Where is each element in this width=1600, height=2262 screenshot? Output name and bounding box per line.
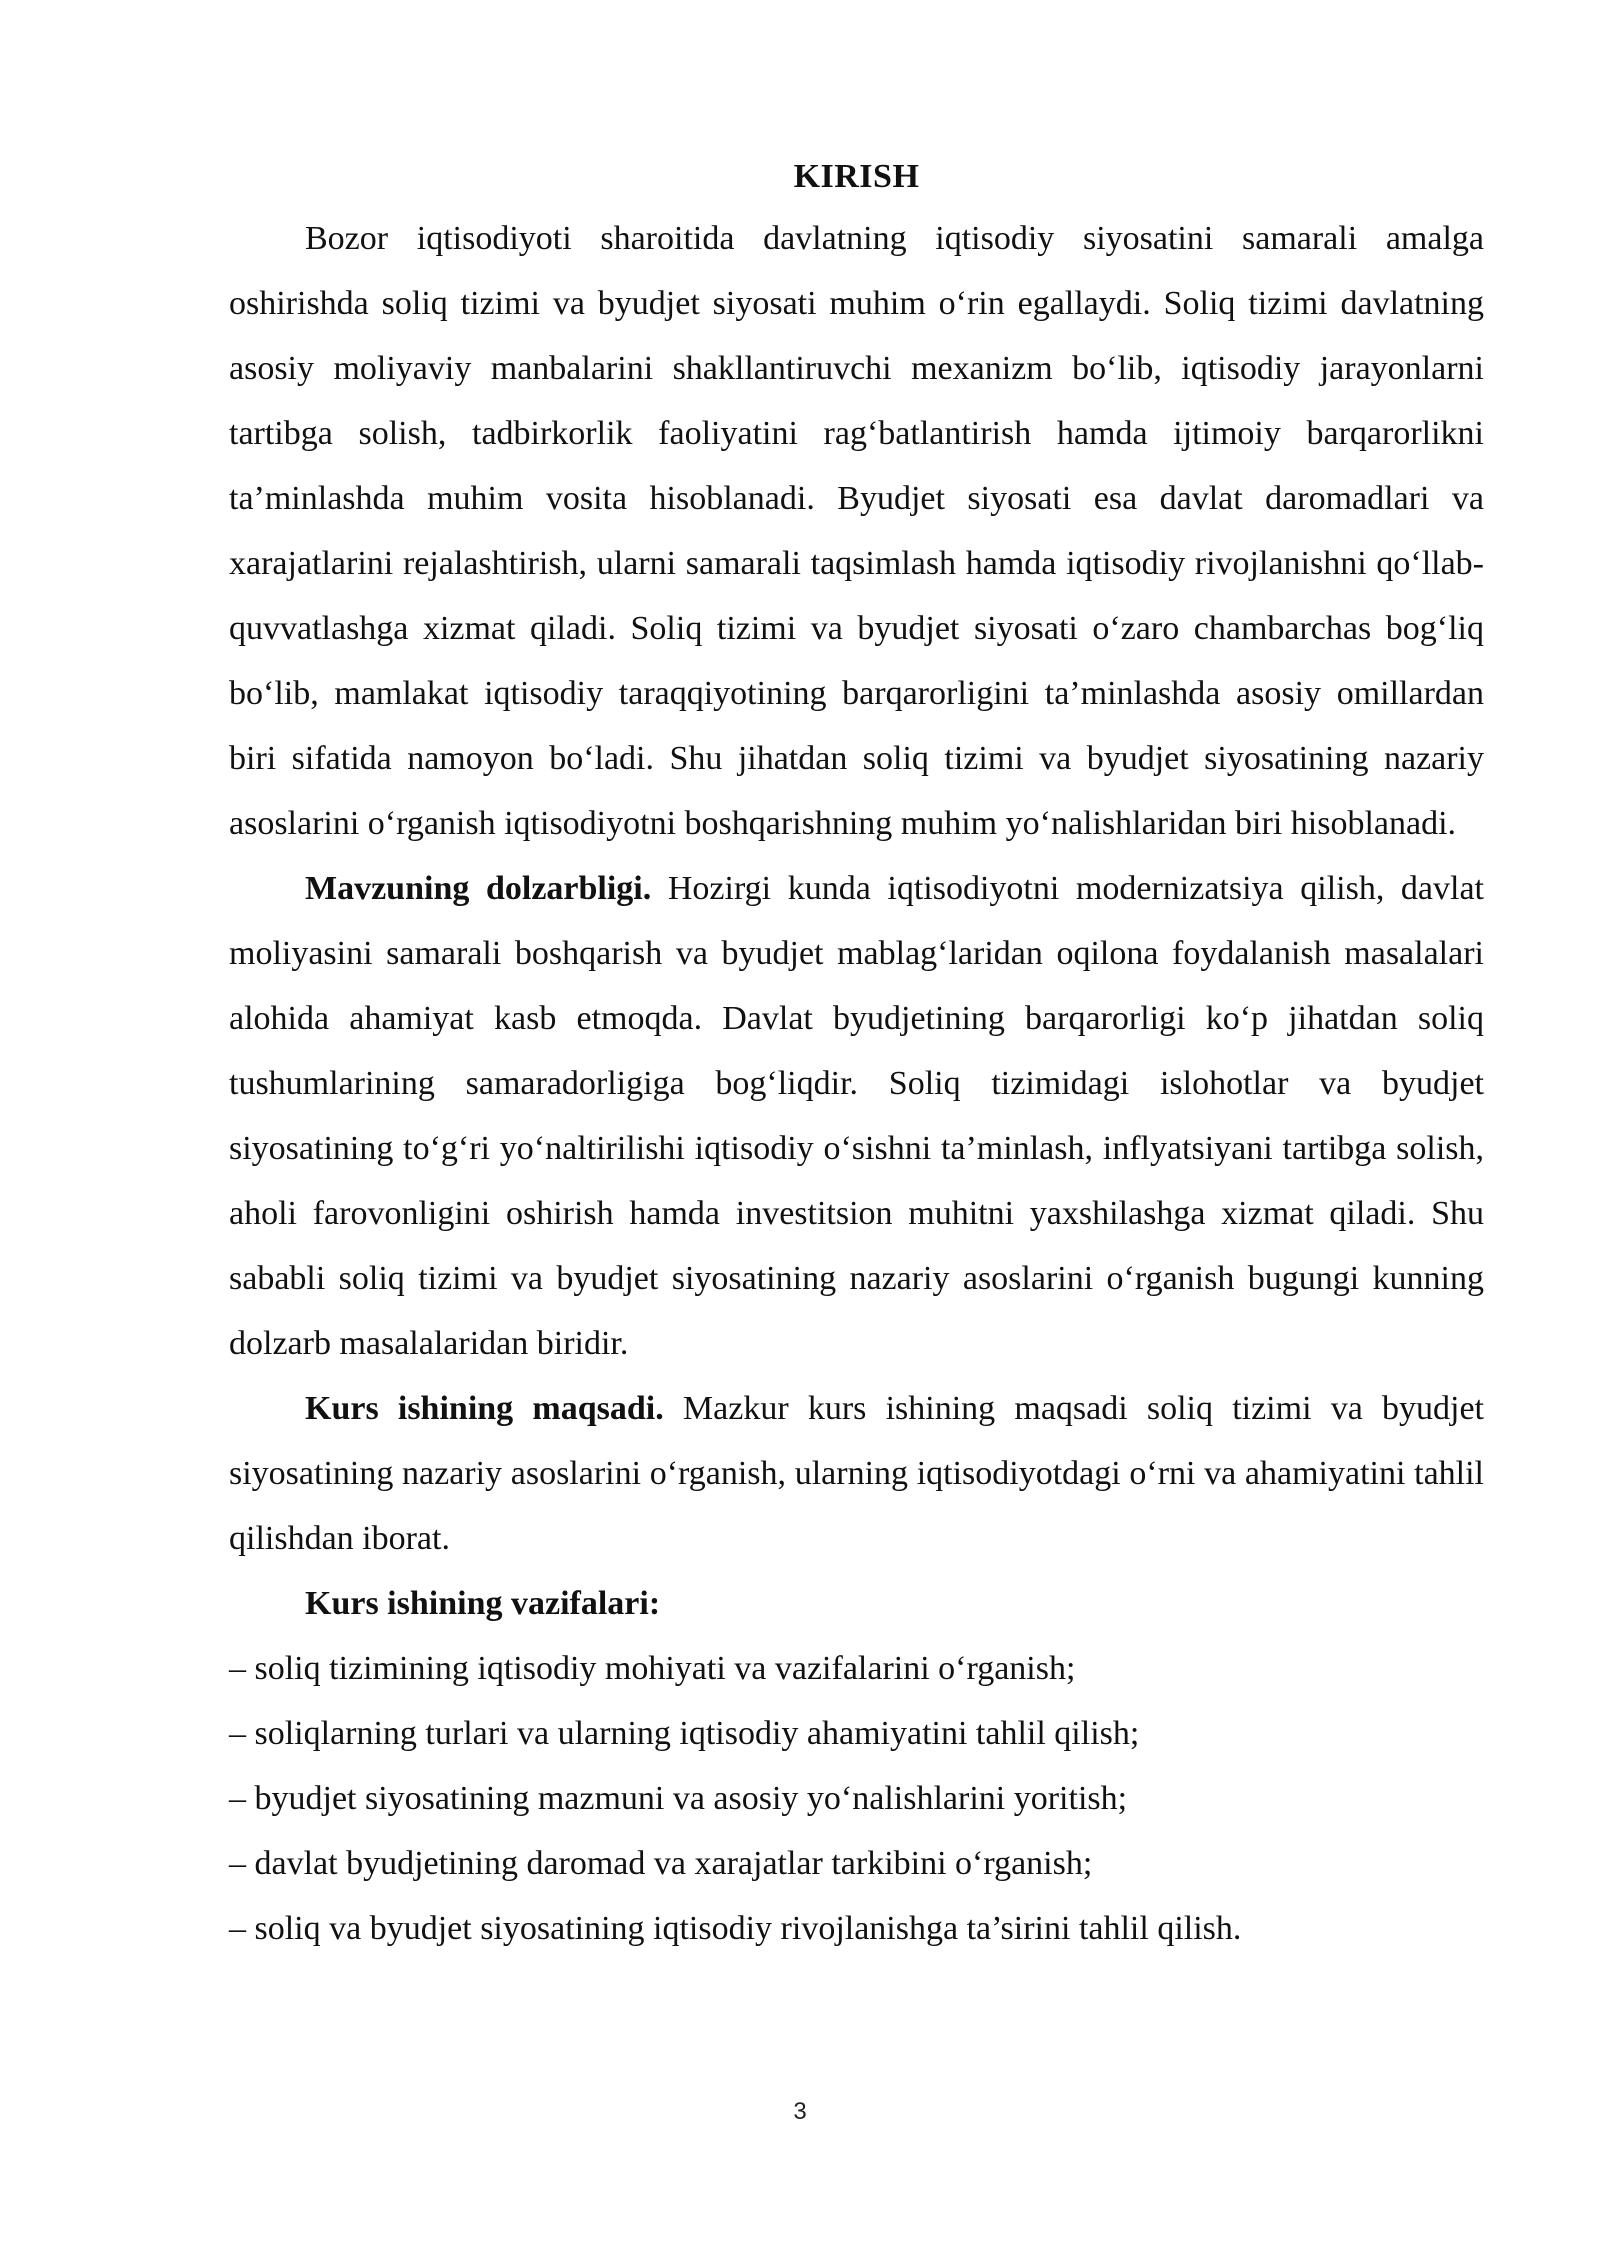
page-content xyxy=(229,148,1484,1961)
section-heading: KIRISH xyxy=(793,158,920,195)
list-item: – soliqlarning turlari va ularning iqtisodiy ahamiyatini tahlil qilish; xyxy=(229,1715,1140,1752)
relevance-lead: Mavzuning dolzarbligi. xyxy=(305,870,652,907)
paragraph-text: Hozirgi kunda iqtisodiyotni modernizatsiya qilish, davlat moliyasini samarali boshqarish va byudjet mablag‘laridan oqilona foydalanish masalalari alohida ahamiyat kasb etmoqda. Davlat byudjetining barqarorligi ko‘p jihatdan soliq tushumlarining samaradorligiga bog‘liqdir. Soliq tizimidagi islohotlar va byudjet siyosatining to‘g‘ri yo‘naltirilishi iqtisodiy o‘sishni ta’minlash, inflyatsiyani tartibga solish, aholi farovonligini oshirish hamda investitsion muhitni yaxshilashga xizmat qiladi. Shu sababli soliq tizimi va byudjet siyosatining nazariy asoslarini o‘rganish bugungi kunning dolzarb masalalaridan biridir. xyxy=(229,870,1484,1362)
intro-paragraph xyxy=(229,206,1484,856)
relevance-paragraph xyxy=(229,856,1484,1376)
page-number: 3 xyxy=(793,2098,807,2125)
list-item: – davlat byudjetining daromad va xarajatlar tarkibini o‘rganish; xyxy=(229,1845,1093,1882)
goal-lead: Kurs ishining maqsadi. xyxy=(305,1390,664,1427)
paragraph-text: Mazkur kurs ishining maqsadi soliq tizimi va byudjet siyosatining nazariy asoslarini o‘rganish, ularning iqtisodiyotdagi o‘rni va ahamiyatini tahlil qilishdan iborat. xyxy=(229,1390,1485,1557)
list-item: – byudjet siyosatining mazmuni va asosiy yo‘nalishlarini yoritish; xyxy=(229,1780,1128,1817)
list-item: – soliq tizimining iqtisodiy mohiyati va vazifalarini o‘rganish; xyxy=(229,1650,1076,1687)
goal-paragraph xyxy=(229,1376,1484,1571)
tasks-title: Kurs ishining vazifalari: xyxy=(305,1585,661,1622)
tasks-list xyxy=(229,1636,1484,1961)
paragraph-text: Bozor iqtisodiyoti sharoitida davlatning iqtisodiy siyosatini samarali amalga oshirishda soliq tizimi va byudjet siyosati muhim o‘rin egallaydi. Soliq tizimi davlatning asosiy moliyaviy manbalarini shakllantiruvchi mexanizm bo‘lib, iqtisodiy jarayonlarni tartibga solish, tadbirkorlik faoliyatini rag‘batlantirish hamda ijtimoiy barqarorlikni ta’minlashda muhim vosita hisoblanadi. Byudjet siyosati esa davlat daromadlari va xarajatlarini rejalashtirish, ularni samarali taqsimlash hamda iqtisodiy rivojlanishni qo‘llab-quvvatlashga xizmat qiladi. Soliq tizimi va byudjet siyosati o‘zaro chambarchas bog‘liq bo‘lib, mamlakat iqtisodiy taraqqiyotining barqarorligini ta’minlashda asosiy omillardan biri sifatida namoyon bo‘ladi. Shu jihatdan soliq tizimi va byudjet siyosatining nazariy asoslarini o‘rganish iqtisodiyotni boshqarishning muhim yo‘nalishlaridan biri hisoblanadi. xyxy=(229,220,1484,842)
list-item: – soliq va byudjet siyosatining iqtisodiy rivojlanishga ta’sirini tahlil qilish. xyxy=(229,1910,1242,1947)
